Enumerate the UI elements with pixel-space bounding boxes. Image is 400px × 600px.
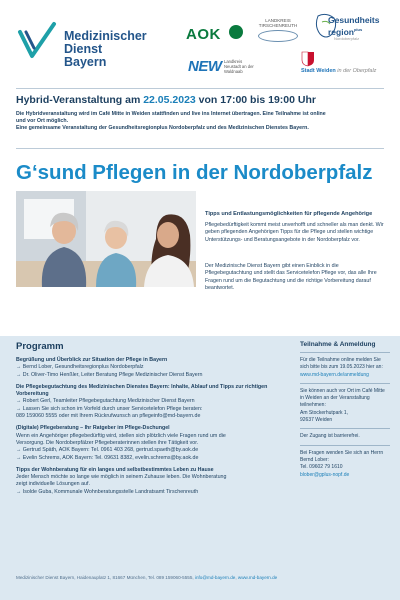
registration-address1: Am Stockerhutpark 1, [300,409,349,416]
program-section [16,425,281,461]
event-date: 22.05.2023 [143,94,196,106]
gesundheitsregion-line2: region [328,26,354,37]
landkreis-ring-icon [258,30,298,42]
checkmark-logo-icon [14,20,58,64]
event-title [16,94,316,106]
program-title: Programm [16,341,64,352]
consultation-photo [16,191,196,287]
program-section-head: Tipps der Wohnberatung für ein langes und selbstbestimmtes Leben zu Hause [16,466,214,473]
registration-online-text: Für die Teilnahme online melden Sie sich bitte bis zum 19.05.2023 hier an: [300,357,383,371]
main-headline: G‘sund Pflegen in der Nordoberpfalz [16,161,373,184]
program-line: → Bernd Lober, Gesundheitsregionplus Nordoberpfalz [16,364,144,371]
stadt-weiden-suffix: in der Oberpfalz [337,68,377,74]
event-title-prefix: Hybrid-Veranstaltung am [16,94,144,106]
program-line: Versorgung. Die Nordoberpfälzer Pflegeberaterinnen stellen ihre Tätigkeit vor. [16,439,199,446]
program-section-head: (Digitale) Pflegeberatung – Ihr Ratgeber im Pflege-Dschungel [16,425,170,432]
registration-link[interactable]: www.md-bayern.de/anmeldung [300,371,369,378]
gesundheitsregion-plus: plus [353,27,363,32]
footer [16,575,277,580]
program-line: Wenn ein Angehöriger pflegebedürftig wird, stellen sich plötzlich viele Fragen rund um die [16,432,226,439]
program-section-head: Die Pflegebegutachtung des Medizinischen Dienstes Bayern: Inhalte, Ablauf und Tipps zur richtigen Vorbereitung [16,383,268,398]
registration-questions: Bei Fragen wenden Sie sich an Herrn Bernd Lober: [300,449,384,463]
landkreis-label: LANDKREIS TIRSCHENREUTH [258,18,298,28]
aok-leaf-icon [229,25,243,39]
gesundheitsregion-title [328,16,379,37]
stadt-weiden-label [301,68,376,74]
program-line: → Robert Gerl, Teamleiter Pflegebegutachtung Medizinischer Dienst Bayern [16,398,195,405]
new-logo: NEW [188,58,222,75]
program-section-head: Begrüßung und Überblick zur Situation der Pflege in Bayern [16,357,168,363]
weiden-crest-icon [301,51,315,67]
event-desc-line3: Eine gemeinsame Veranstaltung der Gesundheitsregionplus Nordoberpfalz und des Medizinischen Dienstes Bayern. [16,124,309,131]
program-line: 089 159060 5555 oder mit Ihrem Rückrufwunsch an pflegeinfo@md-bayern.de [16,413,201,420]
gesundheitsregion-logo [314,10,394,54]
program-list [16,357,281,501]
divider-top [16,88,384,89]
program-line: → Evelin Schrems, AOK Bayern: Tel. 09631 8382, evelin.schrems@by.aok.de [16,454,199,461]
program-line: zeigt individuelle Lösungen auf. [16,481,90,488]
md-bayern-name [64,30,184,69]
registration-email-link[interactable]: blober@gplus-nopf.de [300,471,350,478]
registration-address2: 92637 Weiden [300,417,333,424]
event-desc-line2: und vor Ort möglich. [16,117,69,124]
program-line: Jeder Mensch möchte so lange wie möglich in seinem Zuhause leben. Die Wohnberatung [16,474,227,481]
program-section [16,357,281,379]
tips-paragraph1: Pflegebedürftigkeit kommt meist unverhofft und schneller als man denkt. Wir geben pflegenden Angehörigen Tipps für die Pflege und stellen wichtige Unterstützungs- und Beratungsangebote in der Nordoberpfalz vor. [205,222,384,243]
registration-title: Teilnahme & Anmeldung [300,341,376,348]
logo-line1: Medizinischer Dienst [64,29,147,56]
footer-web-link[interactable]: www.md-bayern.de [237,575,278,580]
program-line: → Isolde Guba, Kommunale Wohnberatungsstelle Landratsamt Tirschenreuth [16,488,199,495]
consultation-photo-illustration [16,191,196,287]
event-description [16,111,384,131]
gesundheitsregion-sub: Nordoberpfalz [334,36,360,41]
event-desc-line1: Die Hybridveranstaltung wird im Café Mitte in Weiden stattfinden und live ins Internet übertragen. Eine Teilnahme ist online [16,111,326,117]
registration-panel [300,341,390,479]
program-line: → Gertrud Späth, AOK Bayern: Tel. 0961 403 268, gertrud.spaeth@by.aok.de [16,447,199,454]
gesundheitsregion-line1: Gesundheits [328,15,380,25]
stadt-weiden-name: Stadt Weiden [301,68,336,74]
registration-divider [300,352,390,353]
registration-phone: Tel. 09602 79 1610 [300,464,343,471]
landkreis-tirschenreuth-logo [252,18,304,42]
registration-barrier-free: Der Zugang ist barrierefrei. [300,433,360,440]
md-bayern-logo [14,20,184,69]
registration-divider [300,445,390,446]
program-section [16,384,281,420]
registration-divider [300,428,390,429]
program-line: → Lassen Sie sich schon im Vorfeld durch unser Servicetelefon Pflege beraten: [16,405,203,412]
aok-logo: AOK [186,26,221,43]
program-section [16,467,281,496]
registration-divider [300,383,390,384]
program-line: → Dr. Oliver-Timo Henßler, Leiter Beratung Pflege Medizinischer Dienst Bayern [16,371,203,378]
footer-sep: , [235,575,238,580]
tips-paragraph2: Der Medizinische Dienst Bayern gibt einen Einblick in die Pflegebegutachtung und stellt das Servicetelefon Pflege vor, das alle Ihre Fragen rund um die Begutachtung und die richtige Vorbereitung darauf beantwortet. [205,263,377,291]
registration-onsite-text: Sie können auch vor Ort im Café Mitte in Weiden an der Veranstaltung teilnehmen: [300,387,385,409]
footer-email-link[interactable]: info@md-bayern.de [194,575,236,580]
logo-line2: Bayern [64,55,107,69]
stadt-weiden-logo [301,51,396,77]
divider-middle [16,148,384,149]
new-logo-sub: Landkreis Neustadt an der Waldnaab [224,59,254,74]
partner-logos [186,8,394,80]
tips-title: Tipps und Entlastungsmöglichkeiten für pflegende Angehörige [205,211,373,217]
event-title-suffix: von 17:00 bis 19:00 Uhr [195,94,316,106]
footer-text: Medizinischer Dienst Bayern, Haidenauplatz 1, 81667 München, Tel. 089 159060-5555, [16,575,195,580]
